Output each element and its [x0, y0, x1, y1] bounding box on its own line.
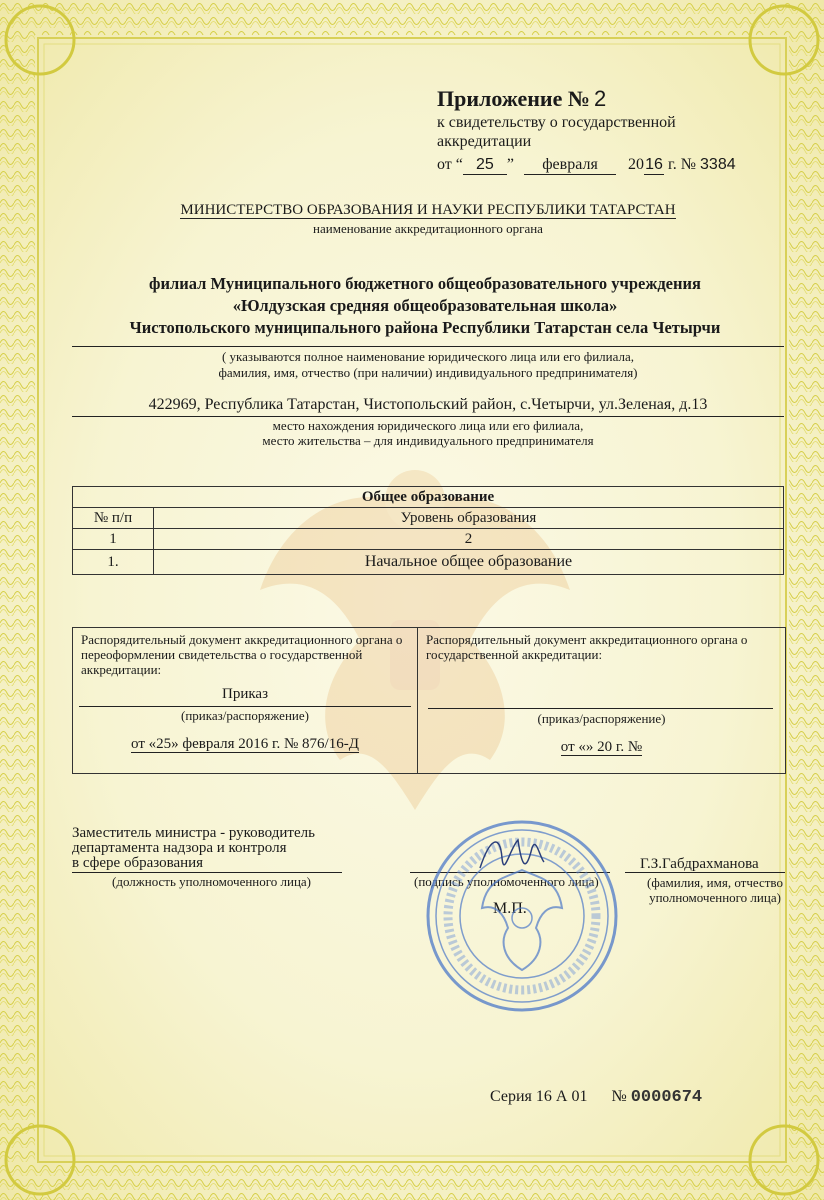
date-day: 25 — [463, 156, 507, 175]
accreditation-date-number: от «» 20 г. № — [560, 739, 643, 755]
appendix-number: 2 — [593, 86, 607, 111]
row-level: Начальное общее образование — [154, 550, 784, 575]
ministry-caption: наименование аккредитационного органа — [313, 221, 543, 236]
position-caption: (должность уполномоченного лица) — [112, 874, 312, 889]
date-prefix: от “ — [437, 156, 463, 173]
table-title-row — [73, 487, 784, 508]
appendix-date-line — [437, 156, 736, 175]
organization-line-1: филиал Муниципального бюджетного общеобразовательного учреждения — [149, 274, 701, 293]
name-caption-2: уполномоченного лица) — [649, 890, 781, 905]
signature-scribble — [470, 828, 550, 888]
signature-caption: (подпись уполномоченного лица) — [414, 874, 599, 889]
table-title: Общее образование — [73, 487, 784, 508]
seal-label: М.П. — [493, 900, 527, 917]
address-underline — [72, 416, 784, 417]
series-text: Серия 16 А 01 — [490, 1088, 588, 1105]
accreditation-document-column — [418, 628, 785, 773]
reissue-type-underline — [79, 706, 411, 707]
organization-caption — [72, 349, 784, 381]
address-caption-1: место нахождения юридического лица или его филиала, — [272, 418, 584, 433]
ministry-block — [72, 202, 784, 237]
appendix-title — [437, 86, 606, 112]
certificate-number: 3384 — [700, 156, 736, 173]
signatory-name: Г.З.Габдрахманова — [640, 856, 759, 872]
education-table — [72, 486, 784, 575]
table-row — [73, 550, 784, 575]
administrative-documents-box — [72, 627, 786, 774]
header-number: № п/п — [73, 508, 154, 529]
position-line-3: в сфере образования — [72, 855, 204, 871]
position-line-2: департамента надзора и контроля — [72, 840, 287, 856]
reissue-document-column — [73, 628, 418, 773]
appendix-line-1: к свидетельству о государственной — [437, 114, 676, 131]
reissue-heading: Распорядительный документ аккредитационного органа о переоформлении свидетельства о государственной аккредитации: — [81, 632, 403, 677]
appendix-line-2: аккредитации — [437, 133, 532, 150]
address-value: 422969, Республика Татарстан, Чистопольский район, с.Четырчи, ул.Зеленая, д.13 — [148, 396, 708, 413]
position-line-1: Заместитель министра - руководитель — [72, 825, 315, 841]
organization-caption-2: фамилия, имя, отчество (при наличии) индивидуального предпринимателя) — [218, 365, 638, 380]
name-caption-1: (фамилия, имя, отчество — [647, 875, 783, 890]
address-caption — [72, 418, 784, 448]
position-underline — [72, 872, 342, 873]
reissue-type: Приказ — [221, 686, 268, 702]
table-index-row — [73, 529, 784, 550]
organization-caption-1: ( указываются полное наименование юридического лица или его филиала, — [221, 349, 635, 364]
date-quote: ” — [506, 156, 514, 173]
name-underline — [625, 872, 785, 873]
year-suffix: 16 — [645, 156, 663, 173]
name-caption — [625, 875, 805, 905]
blank-series — [490, 1088, 702, 1107]
appendix-title-text: Приложение № — [437, 86, 590, 111]
blank-number: 0000674 — [630, 1088, 703, 1107]
accreditation-heading: Распорядительный документ аккредитационного органа о государственной аккредитации: — [426, 632, 748, 662]
reissue-date-number: от «25» февраля 2016 г. № 876/16-Д — [131, 736, 359, 752]
reissue-date-wrap — [73, 736, 417, 753]
accreditation-date-wrap — [418, 739, 785, 756]
reissue-type-caption: (приказ/распоряжение) — [181, 708, 309, 723]
date-month: февраля — [524, 156, 616, 175]
table-header-row — [73, 508, 784, 529]
organization-name — [60, 273, 790, 339]
organization-underline — [72, 346, 784, 347]
accreditation-type-underline — [428, 708, 773, 709]
index-1: 1 — [73, 529, 154, 550]
accreditation-type-caption: (приказ/распоряжение) — [537, 711, 666, 726]
header-level: Уровень образования — [154, 508, 784, 529]
appendix-subtitle — [437, 113, 676, 151]
number-label: г. № — [668, 156, 697, 173]
row-number: 1. — [73, 550, 154, 575]
index-2: 2 — [154, 529, 784, 550]
address-caption-2: место жительства – для индивидуального предпринимателя — [262, 433, 594, 448]
blank-number-label: № — [611, 1088, 627, 1105]
organization-line-3: Чистопольского муниципального района Республики Татарстан села Четырчи — [129, 318, 721, 337]
year-prefix: 20 — [628, 156, 644, 173]
ministry-name: МИНИСТЕРСТВО ОБРАЗОВАНИЯ И НАУКИ РЕСПУБЛИКИ ТАТАРСТАН — [180, 202, 676, 218]
organization-line-2: «Юлдузская средняя общеобразовательная школа» — [232, 296, 618, 315]
signatory-position — [72, 826, 315, 871]
